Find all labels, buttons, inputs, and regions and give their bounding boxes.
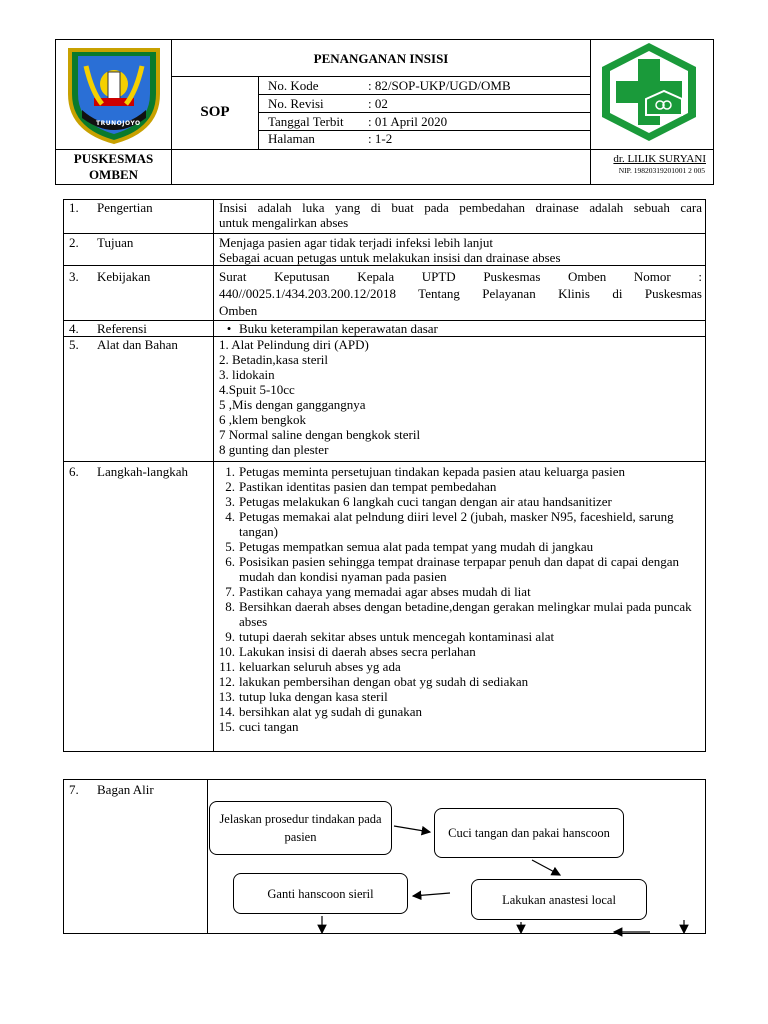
step-item [213, 659, 696, 674]
tujuan-line1: Menjaga pasien agar tidak terjadi infeksi lebih lanjut [219, 235, 493, 250]
step-item [213, 719, 696, 734]
kebijakan-line3: Omben [219, 303, 258, 318]
step-num: 13. [218, 689, 235, 704]
list-item: 3. lidokain [219, 367, 275, 382]
step-text: bersihkan alat yg sudah di gunakan [239, 704, 423, 719]
row-label: Referensi [97, 321, 147, 336]
step-num: 6. [225, 554, 235, 569]
list-item: 7 Normal saline dengan bengkok steril [219, 427, 421, 442]
puskesmas-logo [598, 41, 700, 143]
row-label: Tujuan [97, 235, 134, 250]
step-text: Pastikan cahaya yang memadai agar abses mudah di liat [239, 584, 531, 599]
row-referensi [63, 321, 706, 336]
list-item: 2. Betadin,kasa steril [219, 352, 329, 367]
pengertian-line1: Insisi adalah luka yang di buat pada pembedahan drainase adalah sebuah cara [219, 200, 702, 215]
bullet-icon: • [226, 321, 232, 336]
step-text: Bersihkan daerah abses dengan betadine,dengan gerakan melingkar mulai pada puncak abses [239, 599, 692, 629]
main-row-divider-5 [63, 461, 706, 462]
step-text: Petugas meminta persetujuan tindakan kepada pasien atau keluarga pasien [239, 464, 626, 479]
flow-num: 7. [69, 782, 79, 797]
flow-box-jelaskan: Jelaskan prosedur tindakan pada pasien [209, 801, 392, 855]
step-text: Pastikan identitas pasien dan tempat pembedahan [239, 479, 497, 494]
row-num: 6. [69, 464, 79, 479]
step-num: 12. [218, 674, 235, 689]
field-tanggal-label: Tanggal Terbit [268, 114, 344, 129]
field-halaman-label: Halaman [268, 131, 315, 146]
doc-type-label: SOP [200, 104, 230, 120]
row-label: Alat dan Bahan [97, 337, 178, 352]
step-num: 10. [218, 644, 235, 659]
step-item [213, 584, 696, 599]
step-item [213, 509, 696, 539]
step-num: 8. [225, 599, 235, 614]
list-item: 4.Spuit 5-10cc [219, 382, 295, 397]
field-kode-value: : 82/SOP-UKP/UGD/OMB [368, 78, 511, 93]
flow-label: Bagan Alir [97, 782, 154, 797]
row-num: 4. [69, 321, 79, 336]
row-alat [63, 337, 706, 461]
row-num: 5. [69, 337, 79, 352]
flow-box-ganti: Ganti hanscoon sieril [233, 873, 408, 914]
step-text: keluarkan seluruh abses yg ada [239, 659, 401, 674]
step-num: 4. [225, 509, 235, 524]
step-item [213, 689, 696, 704]
main-row-divider-2 [63, 265, 706, 266]
row-pengertian [63, 200, 706, 233]
step-text: lakukan pembersihan dengan obat yg sudah di sediakan [239, 674, 529, 689]
list-item: 6 ,klem bengkok [219, 412, 307, 427]
step-item [213, 644, 696, 659]
flow-box-anastesi: Lakukan anastesi local [471, 879, 647, 920]
list-item: 5 ,Mis dengan ganggangnya [219, 397, 366, 412]
step-item [213, 539, 696, 554]
step-text: Petugas melakukan 6 langkah cuci tangan dengan air atau handsanitizer [239, 494, 612, 509]
step-num: 9. [225, 629, 235, 644]
signer-nip: NIP. 19820319201001 2 005 [618, 166, 705, 175]
flow-col-divider [207, 779, 208, 934]
step-num: 1. [225, 464, 235, 479]
row-num: 2. [69, 235, 79, 250]
step-item [213, 494, 696, 509]
step-item [213, 704, 696, 719]
step-item [213, 674, 696, 689]
row-langkah [63, 464, 706, 752]
main-row-divider-1 [63, 233, 706, 234]
step-text: Lakukan insisi di daerah abses secra perlahan [239, 644, 476, 659]
row-kebijakan [63, 268, 706, 320]
step-text: Petugas memakai alat pelndung diiri level 2 (jubah, masker N95, faceshield, sarung tangan) [239, 509, 674, 539]
row-label: Pengertian [97, 200, 153, 215]
field-revisi-value: : 02 [368, 96, 388, 111]
org-name [55, 151, 172, 183]
page-title: PENANGANAN INSISI [313, 51, 449, 66]
regional-emblem-logo [62, 42, 166, 146]
step-num: 15. [218, 719, 235, 734]
step-num: 7. [225, 584, 235, 599]
shield-emblem-icon [62, 42, 166, 146]
org-line2: OMBEN [88, 167, 139, 182]
field-kode-label: No. Kode [268, 78, 319, 93]
langkah-list [213, 464, 696, 734]
step-text: Posisikan pasien sehingga tempat drainase terpapar penuh dan dapat di capai dengan mudah dan kondisi nyaman pada pasien [239, 554, 680, 584]
field-revisi-label: No. Revisi [268, 96, 324, 111]
referensi-item: Buku keterampilan keperawatan dasar [239, 321, 438, 336]
row-label: Kebijakan [97, 269, 151, 284]
step-text: tutupi daerah sekitar abses untuk mencegah kontaminasi alat [239, 629, 555, 644]
row-num: 1. [69, 200, 79, 215]
list-item: 8 gunting dan plester [219, 442, 329, 457]
kebijakan-line1: Surat Keputusan Kepala UPTD Puskesmas Omben Nomor : [219, 269, 702, 284]
step-item [213, 554, 696, 584]
steps-list [213, 464, 696, 734]
step-num: 14. [218, 704, 235, 719]
field-row-divider-1 [258, 94, 591, 95]
list-item: 1. Alat Pelindung diri (APD) [219, 337, 369, 352]
puskesmas-cross-icon [598, 41, 700, 143]
kebijakan-line2: 440//0025.1/434.203.200.12/2018 Tentang Pelayanan Klinis di Puskesmas [219, 286, 702, 301]
logo-banner-text: TRUNOJOYO [96, 120, 141, 127]
pengertian-line2: untuk mengalirkan abses [219, 215, 349, 230]
step-item [213, 629, 696, 644]
alat-list [219, 337, 702, 457]
header-divider-org [55, 149, 172, 150]
field-halaman-value: : 1-2 [368, 131, 393, 146]
field-row-divider-2 [258, 112, 591, 113]
org-line1: PUSKESMAS [73, 151, 154, 166]
step-text: Petugas mempatkan semua alat pada tempat yang mudah di jangkau [239, 539, 594, 554]
row-content [219, 200, 702, 230]
row-content [219, 321, 702, 336]
step-text: tutup luka dengan kasa steril [239, 689, 388, 704]
signer-name: dr. LILIK SURYANI [613, 153, 706, 165]
step-text: cuci tangan [239, 719, 299, 734]
row-tujuan [63, 235, 706, 265]
row-content [219, 235, 702, 265]
tujuan-line2: Sebagai acuan petugas untuk melakukan insisi dan drainase abses [219, 250, 561, 265]
row-num: 3. [69, 269, 79, 284]
flow-box-cuci: Cuci tangan dan pakai hanscoon [434, 808, 624, 858]
step-item [213, 464, 696, 479]
step-item [213, 479, 696, 494]
step-num: 11. [219, 659, 235, 674]
step-item [213, 599, 696, 629]
field-tanggal-value: : 01 April 2020 [368, 114, 448, 129]
step-num: 5. [225, 539, 235, 554]
step-num: 3. [225, 494, 235, 509]
step-num: 2. [225, 479, 235, 494]
row-label: Langkah-langkah [97, 464, 188, 479]
row-content [219, 268, 702, 319]
